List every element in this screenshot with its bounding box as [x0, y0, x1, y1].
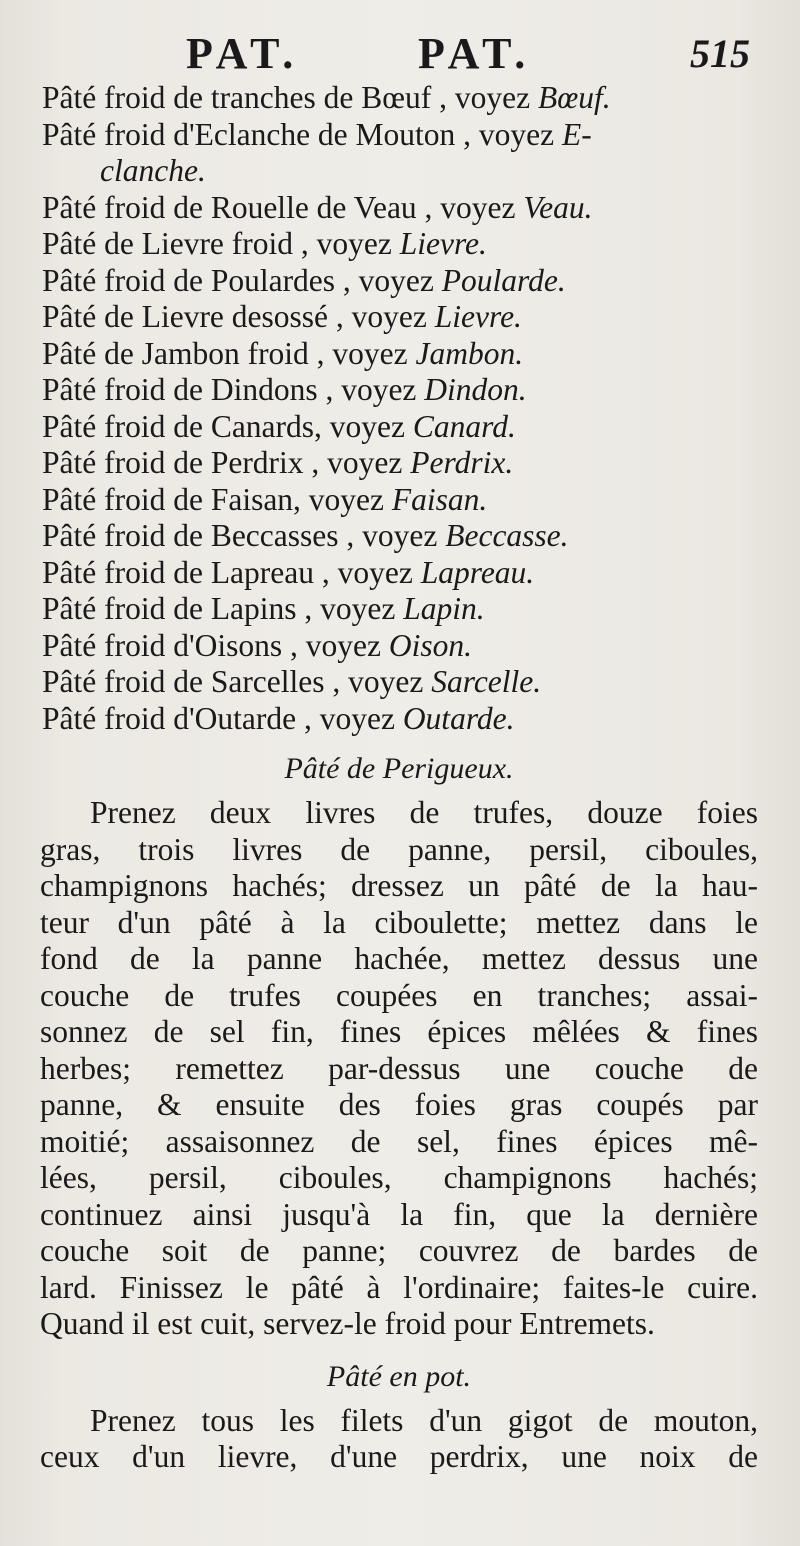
entry-line: Pâté froid de tranches de Bœuf , voyez Bœuf.	[42, 80, 611, 115]
paragraph-line: sonnez de sel fin, fines épices mêlées & fines	[40, 1014, 758, 1049]
paragraph-line: teur d'un pâté à la ciboulette; mettez dans le	[40, 904, 758, 940]
paragraph-line: lard. Finissez le pâté à l'ordinaire; faites-le cuire.	[40, 1269, 758, 1305]
entry-line: Pâté froid de Beccasses , voyez Beccasse.	[42, 518, 569, 553]
entry-line: Pâté froid de Faisan, voyez Faisan.	[42, 481, 488, 517]
paragraph-line: gras, trois livres de panne, persil, ciboules,	[40, 831, 758, 867]
cross-reference-list	[40, 80, 758, 737]
entry-line: Pâté de Jambon froid , voyez Jambon.	[42, 335, 524, 371]
recipe-paragraph	[40, 795, 758, 1343]
entry-line: Pâté froid d'Eclanche de Mouton , voyez E-	[42, 116, 592, 152]
paragraph-line: fond de la panne hachée, mettez dessus une	[40, 941, 758, 976]
paragraph-line: champignons hachés; dressez un pâté de la hau-	[40, 868, 758, 903]
running-head-left: PAT.	[186, 29, 300, 78]
paragraph-line: Quand il est cuit, servez-le froid pour Entremets.	[40, 1306, 655, 1341]
paragraph-line: panne, & ensuite des foies gras coupés par	[40, 1087, 758, 1122]
paragraph-line: moitié; assaisonnez de sel, fines épices mê-	[40, 1123, 758, 1159]
entry-continuation: clanche.	[100, 153, 206, 188]
entry-line: Pâté de Lievre desossé , voyez Lievre.	[42, 299, 522, 334]
entry-line: Pâté froid de Lapins , voyez Lapin.	[42, 591, 485, 626]
entry-line: Pâté froid de Rouelle de Veau , voyez Veau.	[42, 189, 593, 225]
paragraph-line: Prenez tous les filets d'un gigot de mouton,	[90, 1402, 758, 1438]
paragraph-line: ceux d'un lievre, d'une perdrix, une noix de	[40, 1439, 758, 1474]
page-number: 515	[690, 31, 750, 76]
entry-line: Pâté froid de Poulardes , voyez Poularde.	[42, 262, 566, 298]
page-header	[40, 28, 758, 78]
entry-line: Pâté froid de Sarcelles , voyez Sarcelle.	[42, 664, 542, 699]
paragraph-line: lées, persil, ciboules, champignons hachés;	[40, 1160, 758, 1195]
running-head-right: PAT.	[418, 29, 532, 78]
section-title: Pâté en pot.	[326, 1359, 472, 1393]
section-title: Pâté de Perigueux.	[284, 752, 514, 785]
paragraph-line: Prenez deux livres de trufes, douze foies	[90, 795, 758, 830]
paragraph-line: continuez ainsi jusqu'à la fin, que la dernière	[40, 1196, 758, 1232]
entry-line: Pâté froid de Dindons , voyez Dindon.	[42, 372, 527, 407]
entry-line: Pâté froid de Canards, voyez Canard.	[42, 408, 516, 444]
entry-line: Pâté froid de Lapreau , voyez Lapreau.	[42, 554, 535, 590]
entry-line: Pâté froid d'Outarde , voyez Outarde.	[42, 700, 515, 736]
entry-line: Pâté froid d'Oisons , voyez Oison.	[42, 627, 473, 663]
recipe-paragraph	[40, 1403, 758, 1476]
paragraph-line: herbes; remettez par-dessus une couche de	[40, 1050, 758, 1086]
paragraph-line: couche de trufes coupées en tranches; assai-	[40, 977, 758, 1013]
paragraph-line: couche soit de panne; couvrez de bardes de	[40, 1233, 758, 1268]
entry-line: Pâté froid de Perdrix , voyez Perdrix.	[42, 445, 514, 480]
entry-line: Pâté de Lievre froid , voyez Lievre.	[42, 226, 487, 261]
